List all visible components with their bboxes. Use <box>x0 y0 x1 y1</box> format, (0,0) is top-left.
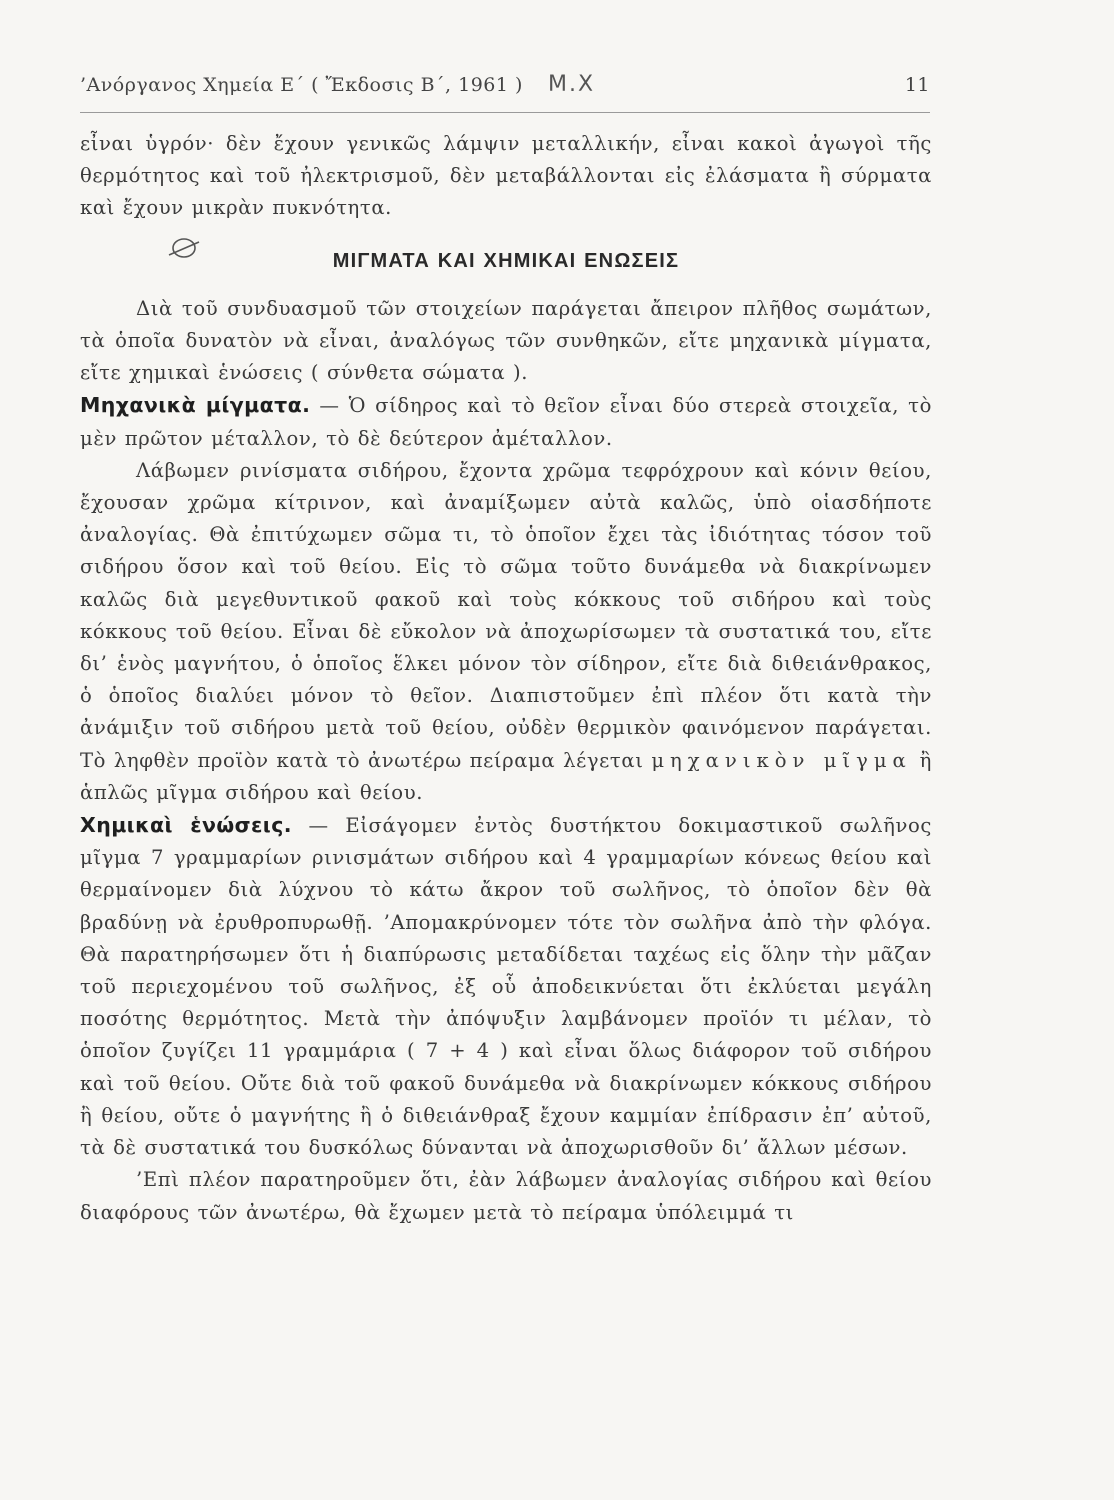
mechanical-dash: — <box>310 394 349 418</box>
mechanical-text-2a: Λάβωμεν ρινίσματα σιδήρου, ἔχοντα χρῶμα τεφρόχρουν καὶ κόνιν θείου, ἔχουσαν χρῶμα κίτρινον, καὶ ἀναμίξωμεν αὐτὰ καλῶς, ὑπὸ οἱασδήποτε ἀναλογίας. Θὰ ἐπιτύχωμεν σῶμα τι, τὸ ὁποῖον ἔχει τὰς ἰδιότητας τόσον τοῦ σιδήρου ὅσον καὶ τοῦ θείου. Εἰς τὸ σῶμα τοῦτο δυνάμεθα νὰ διακρίνωμεν καλῶς διὰ μεγεθυντικοῦ φακοῦ καὶ τοὺς κόκκους τοῦ σιδήρου καὶ τοὺς κόκκους τοῦ θείου. Εἶναι δὲ εὔκολον νὰ ἀποχωρίσωμεν τὰ συστατικά του, εἴτε δι’ ἑνὸς μαγνήτου, ὁ ὁποῖος ἕλκει μόνον τὸν σίδηρον, εἴτε διὰ διθειάνθρακος, ὁ ὁποῖος διαλύει μόνον τὸ θεῖον. Διαπιστοῦμεν ἐπὶ πλέον ὅτι κατὰ τὴν ἀνάμιξιν τοῦ σιδήρου μετὰ τοῦ θείου, οὐδὲν θερμικὸν φαινόμενον παράγεται. Τὸ ληφθὲν προϊὸν κατὰ τὸ ἀνωτέρω πείραμα λέγεται <box>80 458 932 772</box>
mechanical-text-1: Ὁ σίδηρος καὶ τὸ θεῖον εἶναι δύο στερεὰ στοιχεῖα, τὸ μὲν πρῶτον μέταλλον, τὸ δὲ δεύτερον ἀμέταλλον. <box>80 394 932 450</box>
handwritten-note: Μ.Χ <box>548 72 596 97</box>
running-header <box>80 68 930 108</box>
general-paragraph: Διὰ τοῦ συνδυασμοῦ τῶν στοιχείων παράγεται ἄπειρον πλῆθος σωμάτων, τὰ ὁποῖα δυνατὸν νὰ εἶναι, ἀναλόγως τῶν συνθηκῶν, εἴτε μηχανικὰ μίγματα, εἴτε χημικαὶ ἑνώσεις ( σύνθετα σώματα ). <box>80 296 932 385</box>
section-heading: ΜΙΓΜΑΤΑ ΚΑΙ ΧΗΜΙΚΑΙ ΕΝΩΣΕΙΣ <box>332 249 680 272</box>
mechanical-term: μηχανικὸν μῖγμα <box>651 748 912 772</box>
chemical-paragraph-2: ’Επὶ πλέον παρατηροῦμεν ὅτι, ἐὰν λάβωμεν ἀναλογίας σιδήρου καὶ θείου διαφόρους τῶν ἀνωτέρω, θὰ ἔχωμεν μετὰ τὸ πείραμα ὑπόλειμμά τι <box>80 1168 932 1224</box>
header-rule <box>80 112 930 113</box>
running-title: ’Ανόργανος Χημεία Ε΄ ( Ἔκδοσις Β΄, 1961 ) <box>80 74 523 96</box>
chemical-paragraph-1 <box>80 809 932 1164</box>
mechanical-text-2b: ἢ ἁπλῶς μῖγμα σιδήρου καὶ θείου. <box>80 748 932 804</box>
pencil-mark-icon <box>166 235 202 263</box>
intro-paragraph: εἶναι ὑγρόν· δὲν ἔχουν γενικῶς λάμψιν μεταλλικήν, εἶναι κακοὶ ἀγωγοὶ τῆς θερμότητος καὶ τοῦ ἠλεκτρισμοῦ, δὲν μεταβάλλονται εἰς ἐλάσματα ἢ σύρματα καὶ ἔχουν μικρὰν πυκνότητα. <box>80 132 932 220</box>
mechanical-paragraph-2 <box>80 455 932 809</box>
chemical-text-1: Εἰσάγομεν ἐντὸς δυστήκτου δοκιμαστικοῦ σωλῆνος μῖγμα 7 γραμμαρίων ρινισμάτων σιδήρου καὶ 4 γραμμαρίων κόνεως θείου καὶ θερμαίνομεν διὰ λύχνου τὸ κάτω ἄκρον τοῦ σωλῆνος, τὸ ὁποῖον δὲν θὰ βραδύνῃ νὰ ἐρυθροπυρωθῇ. ’Απομακρύνομεν τότε τὸν σωλῆνα ἀπὸ τὴν φλόγα. Θὰ παρατηρήσωμεν ὅτι ἡ διαπύρωσις μεταδίδεται ταχέως εἰς ὅλην τὴν μᾶζαν τοῦ περιεχομένου τοῦ σωλῆνος, ἐξ οὗ ἀποδεικνύεται ὅτι ἐκλύεται μεγάλη ποσότης θερμότητος. Μετὰ τὴν ἀπόψυξιν λαμβάνομεν προϊόν τι μέλαν, τὸ ὁποῖον ζυγίζει 11 γραμμάρια ( 7 + 4 ) καὶ εἶναι ὅλως διάφορον τοῦ σιδήρου καὶ τοῦ θείου. Οὔτε διὰ τοῦ φακοῦ δυνάμεθα νὰ διακρίνωμεν κόκκους σιδήρου ἢ θείου, οὔτε ὁ μαγνήτης ἢ ὁ διθειάνθραξ ἔχουν καμμίαν ἐπίδρασιν ἐπ’ αὐτοῦ, τὰ δὲ συστατικά του δυσκόλως δύνανται νὰ ἀποχωρισθοῦν δι’ ἄλλων μέσων. <box>80 814 932 1160</box>
chemical-heading: Χημικαὶ ἑνώσεις. <box>80 813 292 838</box>
mechanical-heading: Μηχανικὰ μίγματα. <box>80 393 311 418</box>
page-number: 11 <box>904 74 930 96</box>
page-body <box>80 128 932 1229</box>
section-heading-block <box>80 245 932 277</box>
chemical-dash: — <box>291 814 346 838</box>
mechanical-paragraph-1 <box>80 389 932 454</box>
